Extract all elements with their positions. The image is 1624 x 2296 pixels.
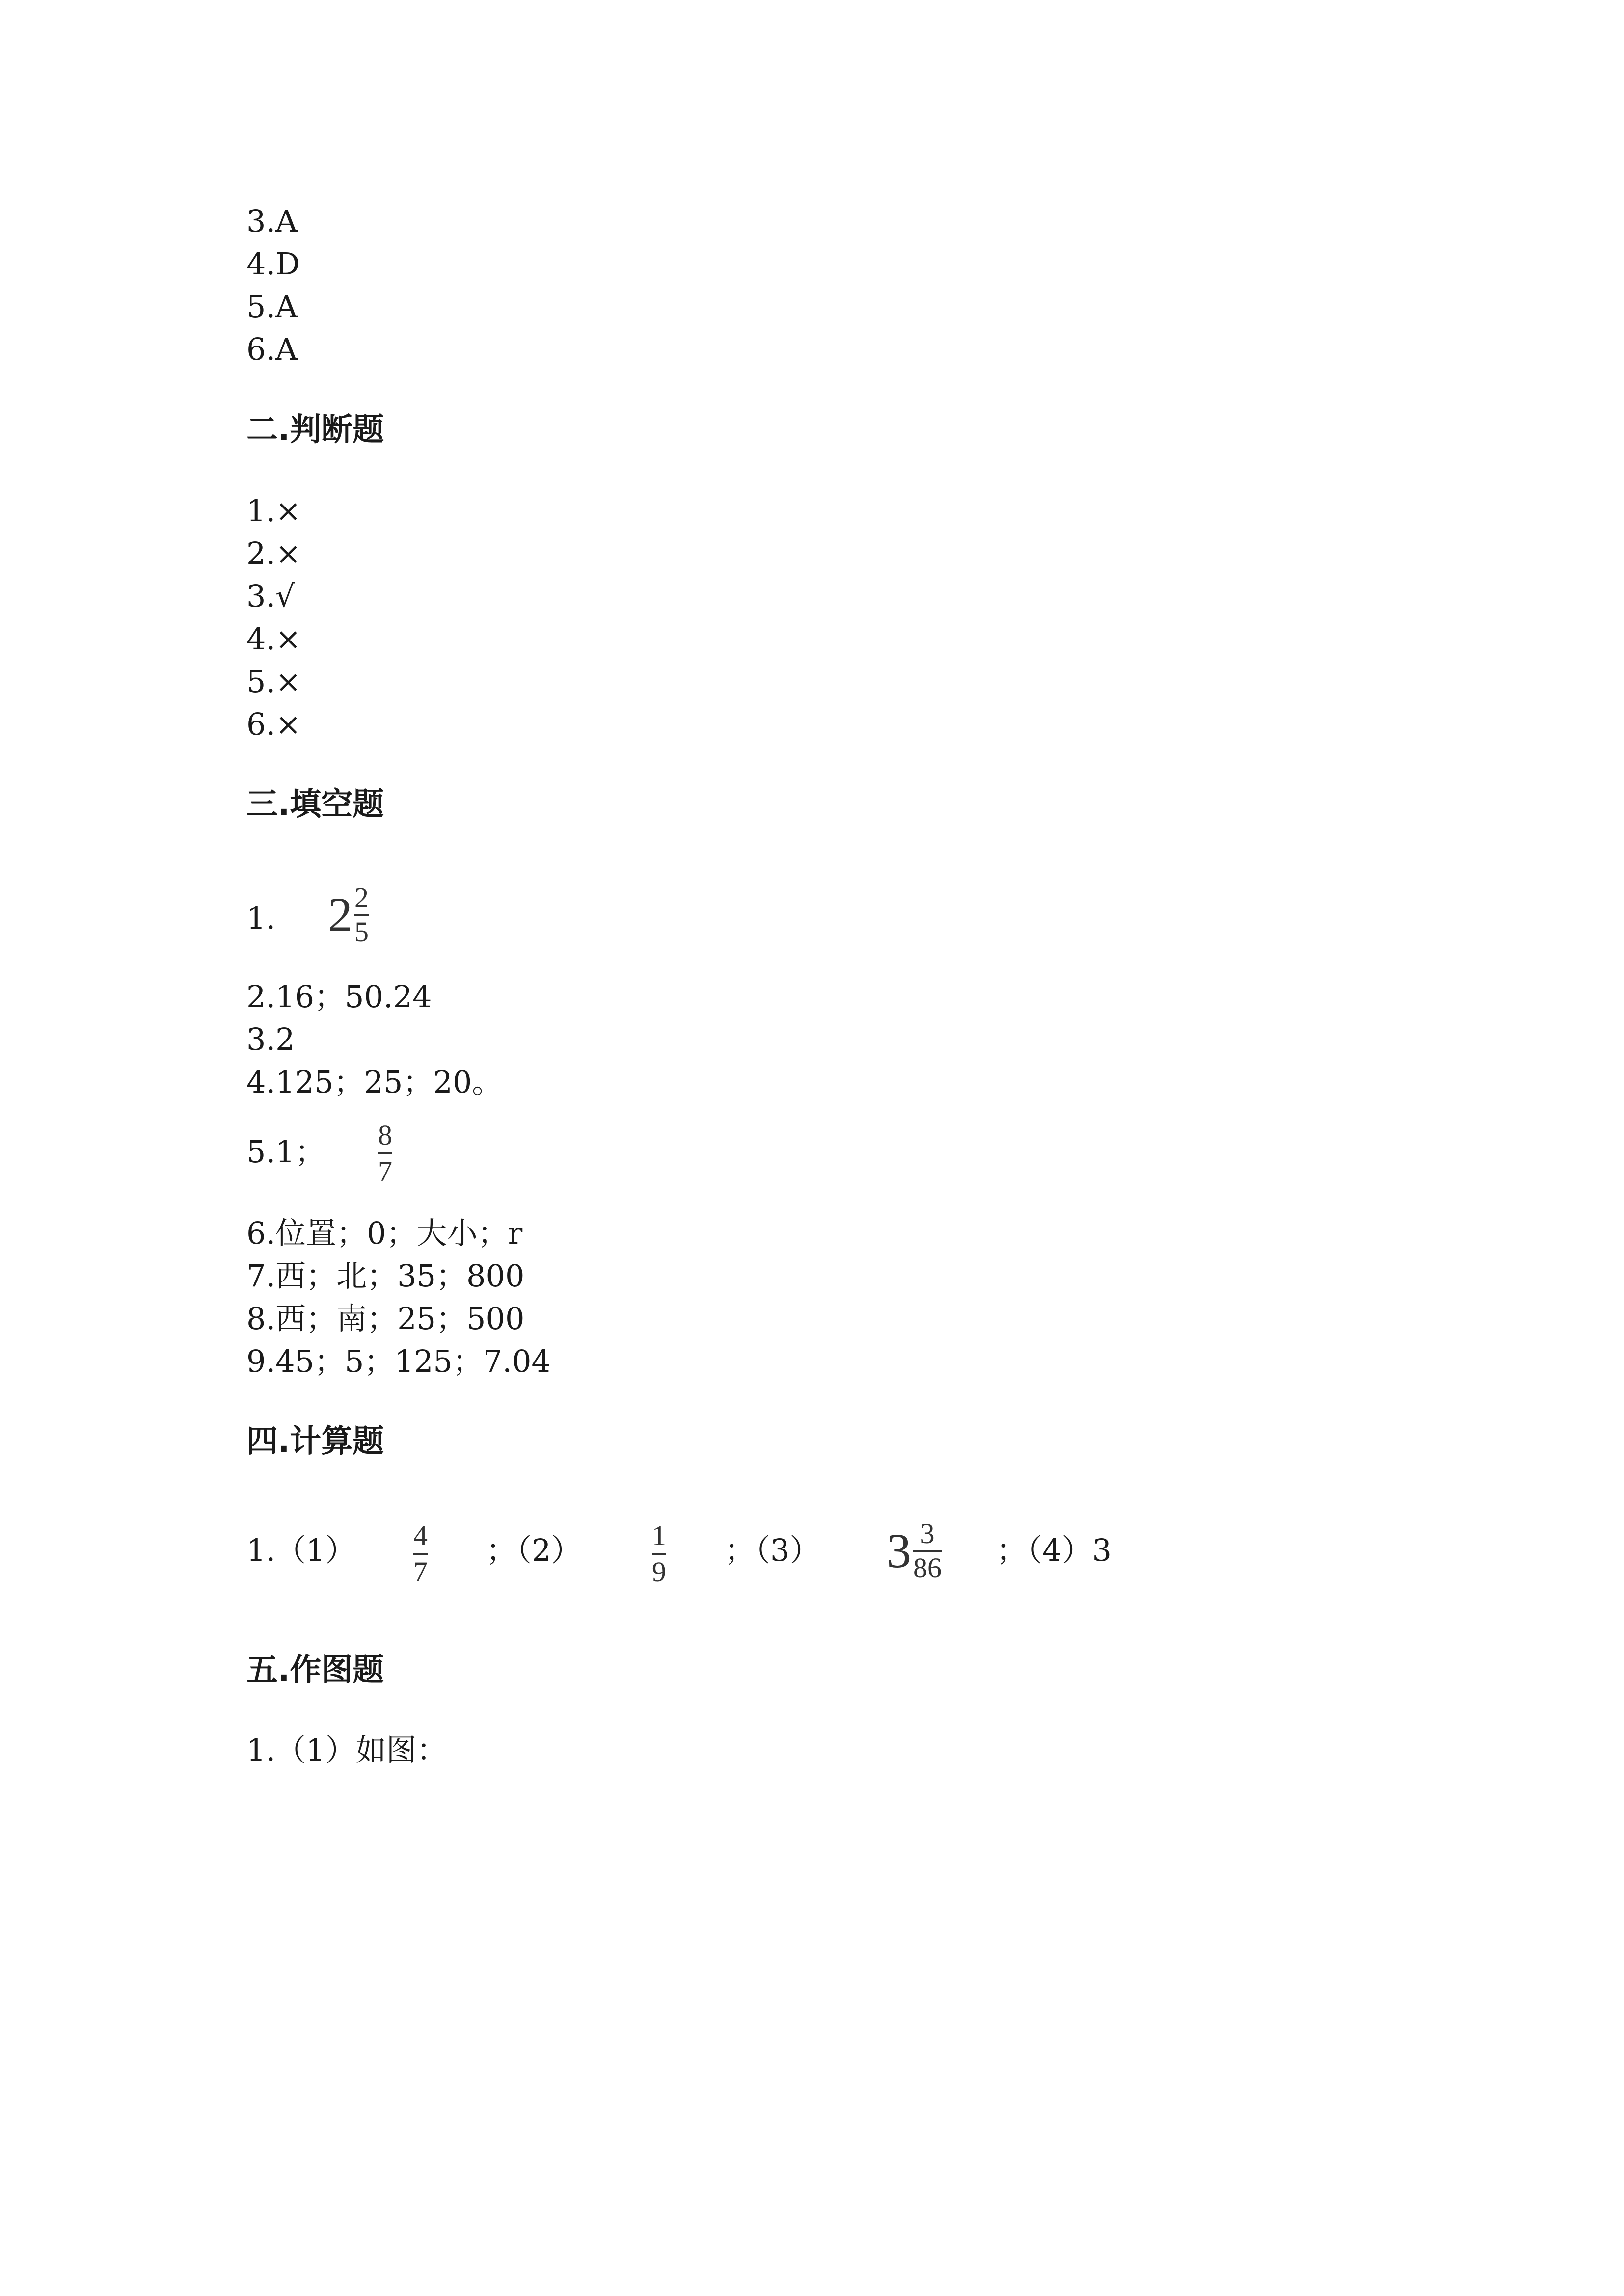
answer-line: 1.（1）如图： — [246, 1732, 447, 1768]
section-heading: 四.计算题 — [246, 1423, 384, 1460]
answer-line: 3.√ — [246, 578, 295, 614]
fraction-numerator: 1 — [652, 1520, 666, 1551]
answer-line: 4.× — [246, 621, 301, 657]
answer-line: 3.A — [246, 203, 298, 239]
answer-line: 8.西；南；25；500 — [246, 1301, 525, 1336]
section-heading: 三.填空题 — [246, 786, 384, 823]
fraction-bar — [413, 1553, 428, 1555]
answer-line: 3.2 — [246, 1021, 295, 1057]
fraction-numerator: 3 — [920, 1518, 935, 1549]
answer-separator: ；（2） — [486, 1532, 582, 1568]
section-heading: 五.作图题 — [246, 1652, 384, 1688]
fraction-denominator: 5 — [354, 916, 369, 948]
answer-line: 5.× — [246, 664, 301, 699]
fraction — [652, 1522, 666, 1586]
answer-line: 7.西；北；35；800 — [246, 1258, 525, 1294]
answer-separator: ；（3） — [725, 1532, 820, 1568]
fraction — [378, 1121, 392, 1186]
answer-line: 2.× — [246, 535, 301, 571]
fraction — [913, 1520, 942, 1582]
fraction-denominator: 86 — [913, 1552, 942, 1584]
answer-line: 6.× — [246, 706, 301, 742]
answer-tail: ；（4）3 — [997, 1532, 1111, 1568]
fraction-numerator: 4 — [413, 1520, 428, 1551]
answer-label: 1. — [246, 900, 276, 936]
answer-line: 5.A — [246, 289, 298, 324]
answer-label: 1.（1） — [246, 1532, 356, 1568]
fraction — [354, 883, 369, 946]
fraction-bar — [378, 1152, 392, 1154]
answer-line: 6.位置；0；大小；r — [246, 1215, 523, 1251]
answer-line: 4.125；25；20。 — [246, 1064, 503, 1100]
fraction — [413, 1522, 428, 1586]
mixed-whole: 2 — [328, 887, 352, 942]
answer-line: 1.× — [246, 493, 301, 529]
mixed-number — [328, 883, 369, 946]
fraction-denominator: 7 — [378, 1155, 392, 1187]
fraction-bar — [652, 1553, 666, 1555]
answer-line: 9.45；5；125；7.04 — [246, 1343, 551, 1379]
mixed-whole: 3 — [887, 1523, 911, 1578]
section-heading: 二.判断题 — [246, 412, 384, 448]
fraction-numerator: 8 — [378, 1119, 392, 1151]
answer-line: 4.D — [246, 246, 300, 282]
answer-label: 5.1； — [246, 1134, 325, 1170]
fraction-denominator: 7 — [413, 1556, 428, 1588]
answer-line: 6.A — [246, 331, 298, 367]
answer-line: 2.16；50.24 — [246, 979, 432, 1015]
fraction-denominator: 9 — [652, 1556, 666, 1588]
mixed-number — [887, 1520, 942, 1582]
fraction-numerator: 2 — [354, 881, 369, 913]
